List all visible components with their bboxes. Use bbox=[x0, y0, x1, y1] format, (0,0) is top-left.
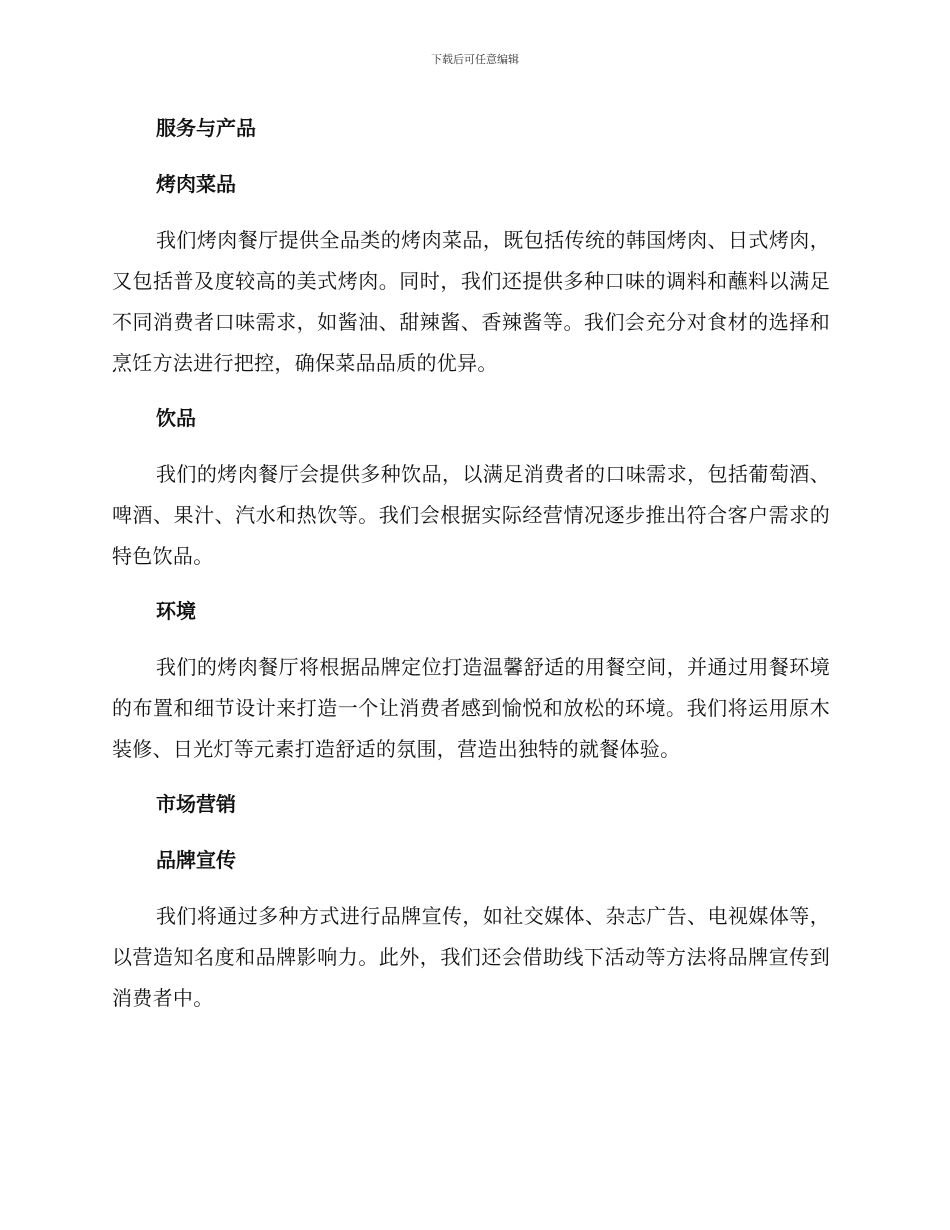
paragraph-drinks: 我们的烤肉餐厅会提供多种饮品，以满足消费者的口味需求，包括葡萄酒、啤酒、果汁、汽水和热饮等。我们会根据实际经营情况逐步推出符合客户需求的特色饮品。 bbox=[112, 462, 830, 568]
paragraph-environment: 我们的烤肉餐厅将根据品牌定位打造温馨舒适的用餐空间，并通过用餐环境的布置和细节设计来打造一个让消费者感到愉悦和放松的环境。我们将运用原木装修、日光灯等元素打造舒适的氛围，营造出独特的就餐体验。 bbox=[112, 655, 830, 761]
document-body bbox=[112, 108, 830, 1033]
paragraph-bbq-dishes: 我们烤肉餐厅提供全品类的烤肉菜品，既包括传统的韩国烤肉、日式烤肉，又包括普及度较高的美式烤肉。同时，我们还提供多种口味的调料和蘸料以满足不同消费者口味需求，如酱油、甜辣酱、香辣酱等。我们会充分对食材的选择和烹饪方法进行把控，确保菜品品质的优异。 bbox=[112, 228, 830, 375]
page-header-note: 下载后可任意编辑 bbox=[431, 53, 519, 66]
subheading-environment: 环境 bbox=[156, 599, 196, 623]
section-heading-service: 服务与产品 bbox=[156, 116, 256, 140]
subheading-drinks: 饮品 bbox=[156, 406, 196, 430]
subheading-brand-promotion: 品牌宣传 bbox=[156, 848, 236, 872]
section-heading-marketing: 市场营销 bbox=[156, 792, 236, 816]
paragraph-brand-promotion: 我们将通过多种方式进行品牌宣传，如社交媒体、杂志广告、电视媒体等，以营造知名度和品牌影响力。此外，我们还会借助线下活动等方法将品牌宣传到消费者中。 bbox=[112, 904, 830, 1010]
subheading-bbq-dishes: 烤肉菜品 bbox=[156, 172, 236, 196]
